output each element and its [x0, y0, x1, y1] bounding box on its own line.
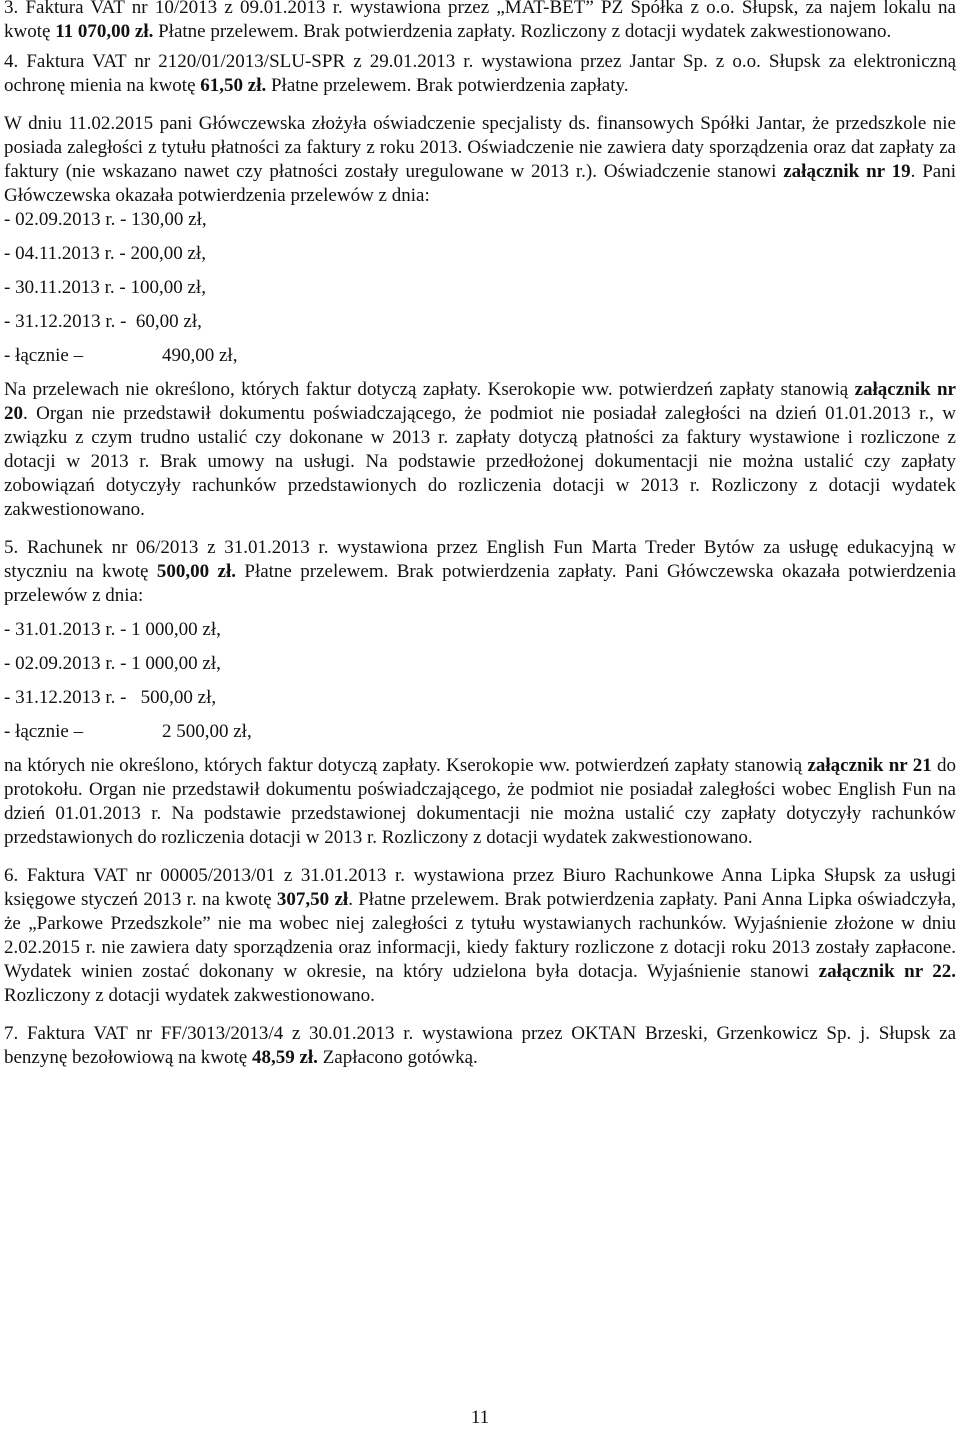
item-7-text: 7. Faktura VAT nr FF/3013/2013/4 z 30.01.2013 r. wystawiona przez OKTAN Brzeski, Grzenkowicz Sp. j. Słupsk za benzynę bezołowiową na kwotę — [4, 1023, 956, 1068]
invoices-text-2: do protokołu. Organ nie przedstawił dokumentu poświadczającego, że podmiot nie posiadał zaległości wobec English Fun na dzień 01.01.2013 r. Na podstawie przedstawionej dokumentacji nie można ustalić czy zapłaty dotyczyły rachunków przedstawionych do rozliczenia dotacji w 2013 r. Rozliczony z dotacji wydatek zakwestionowano. — [4, 755, 957, 848]
item-6-text-3: Rozliczony z dotacji wydatek zakwestionowano. — [4, 985, 375, 1006]
item-3-paragraph — [4, 0, 956, 44]
payment-line — [4, 686, 956, 710]
item-4-text: 4. Faktura VAT nr 2120/01/2013/SLU-SPR z 29.01.2013 r. wystawiona przez Jantar Sp. z o.o. Słupsk za elektroniczną ochronę mienia na kwotę — [4, 51, 956, 96]
attachment-22-ref: załącznik nr 22. — [818, 961, 956, 982]
payment-entry: - 30.11.2013 r. - 100,00 zł, — [4, 277, 206, 298]
item-7-text-2: Zapłacono gotówką. — [317, 1047, 478, 1068]
invoices-paragraph — [4, 754, 956, 850]
statement-paragraph — [4, 112, 956, 208]
statement-text: W dniu 11.02.2015 pani Główczewska złożyła oświadczenie specjalisty ds. finansowych Spółki Jantar, że przedszkole nie posiada zaległości z tytułu płatności za faktury z roku 2013. Oświadczenie nie zawiera daty sporządzenia oraz dat zapłaty za faktury (nie wskazano nawet czy płatności zostały uregulowane w 2013 r.). Oświadczenie stanowi — [4, 113, 956, 182]
item-7-amount: 48,59 zł. — [251, 1047, 318, 1068]
payment-entry: - 02.09.2013 r. - 130,00 zł, — [4, 209, 207, 230]
payment-line — [4, 242, 956, 266]
page-number: 11 — [470, 1407, 490, 1428]
item-7-paragraph — [4, 1022, 956, 1070]
total-sum: 490,00 zł, — [162, 345, 238, 366]
total-sum: 2 500,00 zł, — [162, 721, 252, 742]
item-3-amount: 11 070,00 zł. — [55, 21, 154, 42]
item-6-text-2: . Płatne przelewem. Brak potwierdzenia zapłaty. Pani Anna Lipka oświadczyła, że „Parkowe Przedszkole” nie ma wobec niej zaległości z tytułu wystawianych rachunków. Wyjaśnienie złożone w dniu 2.02.2015 r. nie zawiera daty sporządzenia oraz informacji, kiedy faktury rozliczone z dotacji roku 2013 zostały zapłacone. Wydatek winien zostać dokonany w okresie, na który udzielona była dotacja. Wyjaśnienie stanowi — [4, 889, 956, 982]
payment-line — [4, 310, 956, 334]
transfers-paragraph — [4, 378, 956, 522]
payment-total-line — [4, 720, 956, 744]
item-5-text-2: Płatne przelewem. Brak potwierdzenia zapłaty. Pani Główczewska okazała potwierdzenia przelewów z dnia: — [4, 561, 957, 606]
item-3-text-2: Płatne przelewem. Brak potwierdzenia zapłaty. Rozliczony z dotacji wydatek zakwestionowano. — [153, 21, 892, 42]
payment-line — [4, 618, 956, 642]
payment-entry: - 31.01.2013 r. - 1 000,00 zł, — [4, 619, 221, 640]
payment-total-line — [4, 344, 956, 368]
attachment-20-ref: załącznik nr 20 — [4, 379, 956, 424]
item-6-paragraph — [4, 864, 956, 1008]
payment-line — [4, 208, 956, 232]
payment-line — [4, 276, 956, 300]
payment-line — [4, 652, 956, 676]
payment-entry: - 02.09.2013 r. - 1 000,00 zł, — [4, 653, 221, 674]
item-4-amount: 61,50 zł. — [200, 75, 267, 96]
attachment-21-ref: załącznik nr 21 — [807, 755, 932, 776]
item-6-text: 6. Faktura VAT nr 00005/2013/01 z 31.01.2013 r. wystawiona przez Biuro Rachunkowe Anna Lipka Słupsk za usługi księgowe styczeń 2013 r. na kwotę — [4, 865, 956, 910]
payment-entry: - 31.12.2013 r. - 60,00 zł, — [4, 311, 202, 332]
item-4-paragraph — [4, 50, 956, 98]
attachment-19-ref: załącznik nr 19 — [783, 161, 911, 182]
item-3-text: 3. Faktura VAT nr 10/2013 z 09.01.2013 r. wystawiona przez „MAT-BET” PZ Spółka z o.o. Słupsk, za najem lokalu na kwotę — [4, 0, 956, 42]
invoices-text: na których nie określono, których faktur dotyczą zapłaty. Kserokopie ww. potwierdzeń zapłaty stanowią — [4, 755, 808, 776]
payments-list-2 — [4, 618, 956, 744]
item-5-text: 5. Rachunek nr 06/2013 z 31.01.2013 r. wystawiona przez English Fun Marta Treder Bytów za usługę edukacyjną w styczniu na kwotę — [4, 537, 956, 582]
page-body — [4, 0, 956, 1070]
item-5-amount: 500,00 zł. — [156, 561, 236, 582]
payments-list-1 — [4, 208, 956, 368]
item-6-amount: 307,50 zł — [276, 889, 349, 910]
payment-entry: - 04.11.2013 r. - 200,00 zł, — [4, 243, 206, 264]
item-5-paragraph — [4, 536, 956, 608]
total-label: - łącznie – — [4, 721, 84, 742]
item-4-text-2: Płatne przelewem. Brak potwierdzenia zapłaty. — [266, 75, 629, 96]
statement-text-2: . Pani Główczewska okazała potwierdzenia przelewów z dnia: — [4, 161, 956, 206]
total-label: - łącznie – — [4, 345, 84, 366]
transfers-text: Na przelewach nie określono, których faktur dotyczą zapłaty. Kserokopie ww. potwierdzeń zapłaty stanowią — [4, 379, 855, 400]
transfers-text-2: . Organ nie przedstawił dokumentu poświadczającego, że podmiot nie posiadał zaległości na dzień 01.01.2013 r., w związku z czym trudno ustalić czy dokonane w 2013 r. zapłaty dotyczą płatności za faktury wystawione i rozliczone z dotacji w 2013 r. Brak umowy na usługi. Na podstawie przedłożonej dokumentacji nie można ustalić czy zapłaty zobowiązań dotyczyły rachunków przedstawionych do rozliczenia dotacji w 2013 r. Rozliczony z dotacji wydatek zakwestionowano. — [4, 403, 956, 520]
payment-entry: - 31.12.2013 r. - 500,00 zł, — [4, 687, 217, 708]
